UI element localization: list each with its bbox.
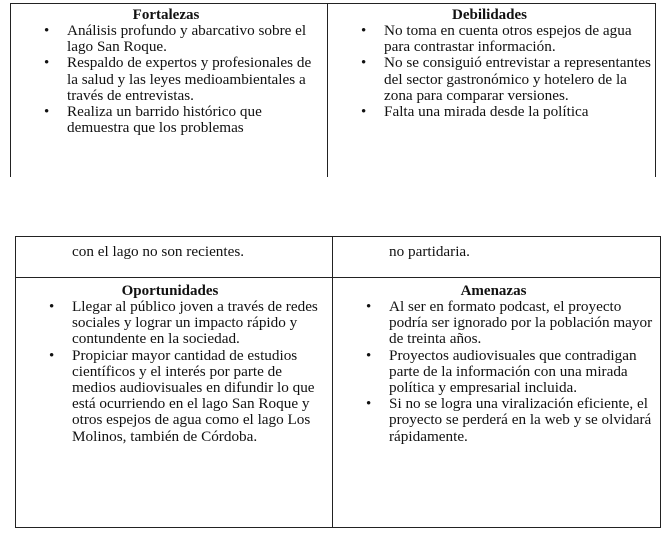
- oportunidades-cell: [16, 283, 332, 527]
- oportunidades-heading: Oportunidades: [121, 283, 219, 299]
- amenazas-cell: [333, 283, 660, 527]
- list-item: • Proyectos audiovisuales que contradigan parte de la información con una mirada política y empresarial incluida.: [333, 348, 654, 397]
- fortalezas-list: [11, 23, 321, 136]
- list-item: • Propiciar mayor cantidad de estudios científicos y el interés por parte de medios audiovisuales en difundir lo que está ocurriendo en el lago San Roque y otros espejos de agua como el lago Los Molinos, también de Córdoba.: [16, 348, 324, 445]
- amenazas-heading: Amenazas: [460, 283, 527, 299]
- foda-table-bottom: [15, 236, 661, 528]
- oportunidades-list: [16, 299, 324, 445]
- list-item: • No se consiguió entrevistar a representantes del sector gastronómico y hotelero de la zona para comparar versiones.: [328, 55, 651, 104]
- debilidades-cell: [328, 4, 655, 177]
- list-item: • Realiza un barrido histórico que demuestra que los problemas: [11, 104, 321, 136]
- debilidades-continuation: no partidaria.: [389, 243, 470, 260]
- list-item: • Análisis profundo y abarcativo sobre el lago San Roque.: [11, 23, 321, 55]
- list-item: • Falta una mirada desde la política: [328, 104, 651, 120]
- debilidades-heading: Debilidades: [451, 7, 527, 23]
- foda-table-top: [10, 3, 656, 177]
- fortalezas-cell: [11, 4, 327, 177]
- row-divider: [16, 277, 660, 278]
- list-item: • No toma en cuenta otros espejos de agua para contrastar información.: [328, 23, 651, 55]
- fortalezas-continuation: con el lago no son recientes.: [72, 243, 245, 260]
- amenazas-list: [333, 299, 654, 445]
- list-item: • Llegar al público joven a través de redes sociales y lograr un impacto rápido y contundente en la sociedad.: [16, 299, 324, 348]
- list-item: • Respaldo de expertos y profesionales de la salud y las leyes medioambientales a través de entrevistas.: [11, 55, 321, 104]
- list-item: • Al ser en formato podcast, el proyecto podría ser ignorado por la población mayor de treinta años.: [333, 299, 654, 348]
- fortalezas-heading: Fortalezas: [132, 7, 200, 23]
- list-item: • Si no se logra una viralización eficiente, el proyecto se perderá en la web y se olvidará rápidamente.: [333, 396, 654, 445]
- debilidades-list: [328, 23, 651, 120]
